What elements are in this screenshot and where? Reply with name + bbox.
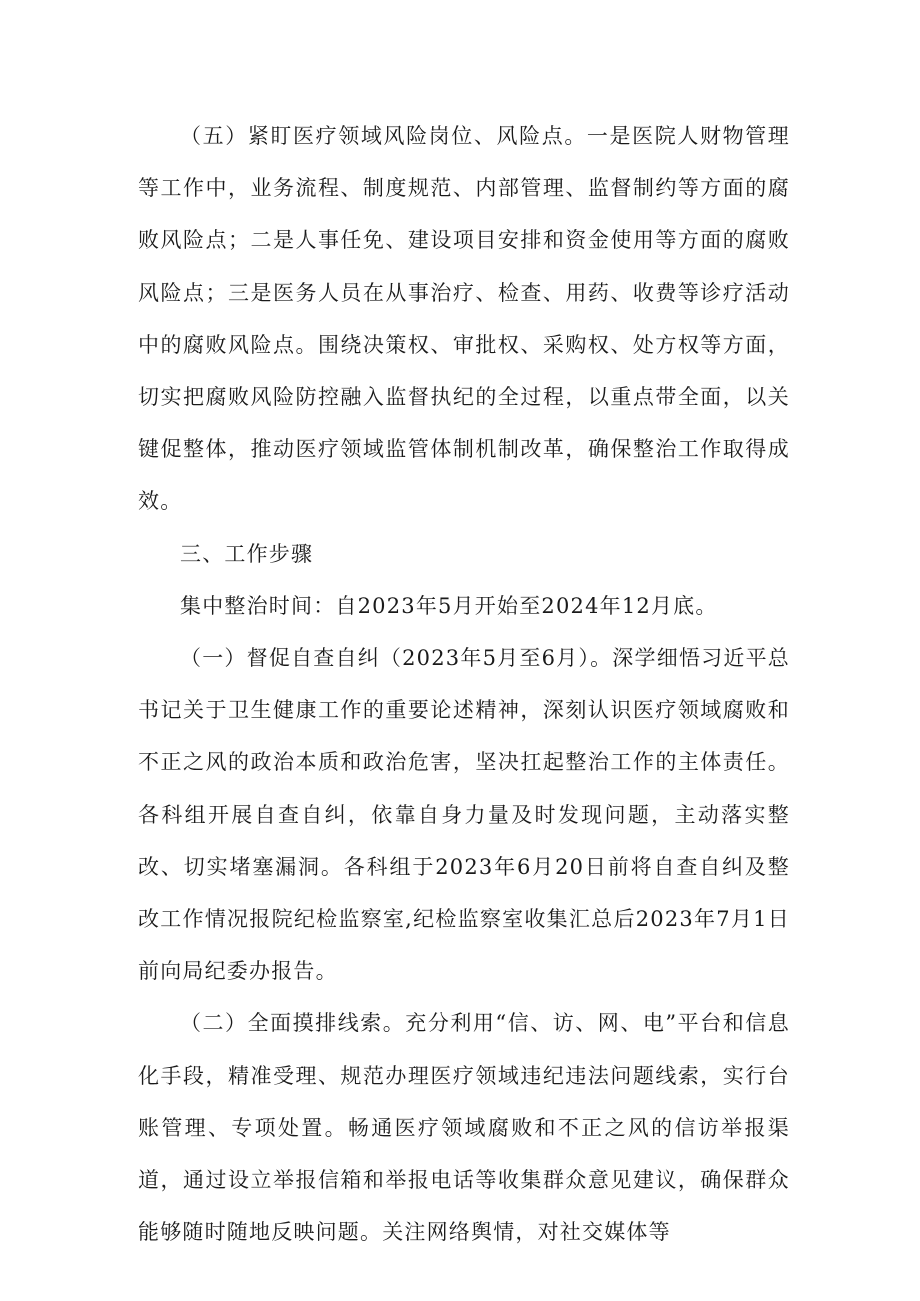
document-body xyxy=(138,110,790,1258)
section-heading-work-steps: 三、工作步骤 xyxy=(180,541,314,566)
paragraph-rectification-period: 集中整治时间：自2023年5月开始至2024年12月底。 xyxy=(180,593,718,618)
paragraph-clue-investigation: （二）全面摸排线索。充分利用“信、访、网、电”平台和信息化手段，精准受理、规范办理医疗领域违纪违法问题线索，实行台账管理、专项处置。畅通医疗领域腐败和不正之风的信访举报渠道，通过设立举报信箱和举报电话等收集群众意见建议，确保群众能够随时随地反映问题。关注网络舆情，对社交媒体等 xyxy=(138,1011,790,1245)
paragraph-risk-points: （五）紧盯医疗领域风险岗位、风险点。一是医院人财物管理等工作中，业务流程、制度规范、内部管理、监督制约等方面的腐败风险点；二是人事任免、建设项目安排和资金使用等方面的腐败风险点；三是医务人员在从事治疗、检查、用药、收费等诊疗活动中的腐败风险点。围绕决策权、审批权、采购权、处方权等方面，切实把腐败风险防控融入监督执纪的全过程，以重点带全面，以关键促整体，推动医疗领域监管体制机制改革，确保整治工作取得成效。 xyxy=(138,124,790,514)
paragraph-self-inspection: （一）督促自查自纠（2023年5月至6月）。深学细悟习近平总书记关于卫生健康工作的重要论述精神，深刻认识医疗领域腐败和不正之风的政治本质和政治危害，坚决扛起整治工作的主体责任。各科组开展自查自纠，依靠自身力量及时发现问题，主动落实整改、切实堵塞漏洞。各科组于2023年6月20日前将自查自纠及整改工作情况报院纪检监察室,纪检监察室收集汇总后2023年7月1日前向局纪委办报告。 xyxy=(138,646,790,984)
